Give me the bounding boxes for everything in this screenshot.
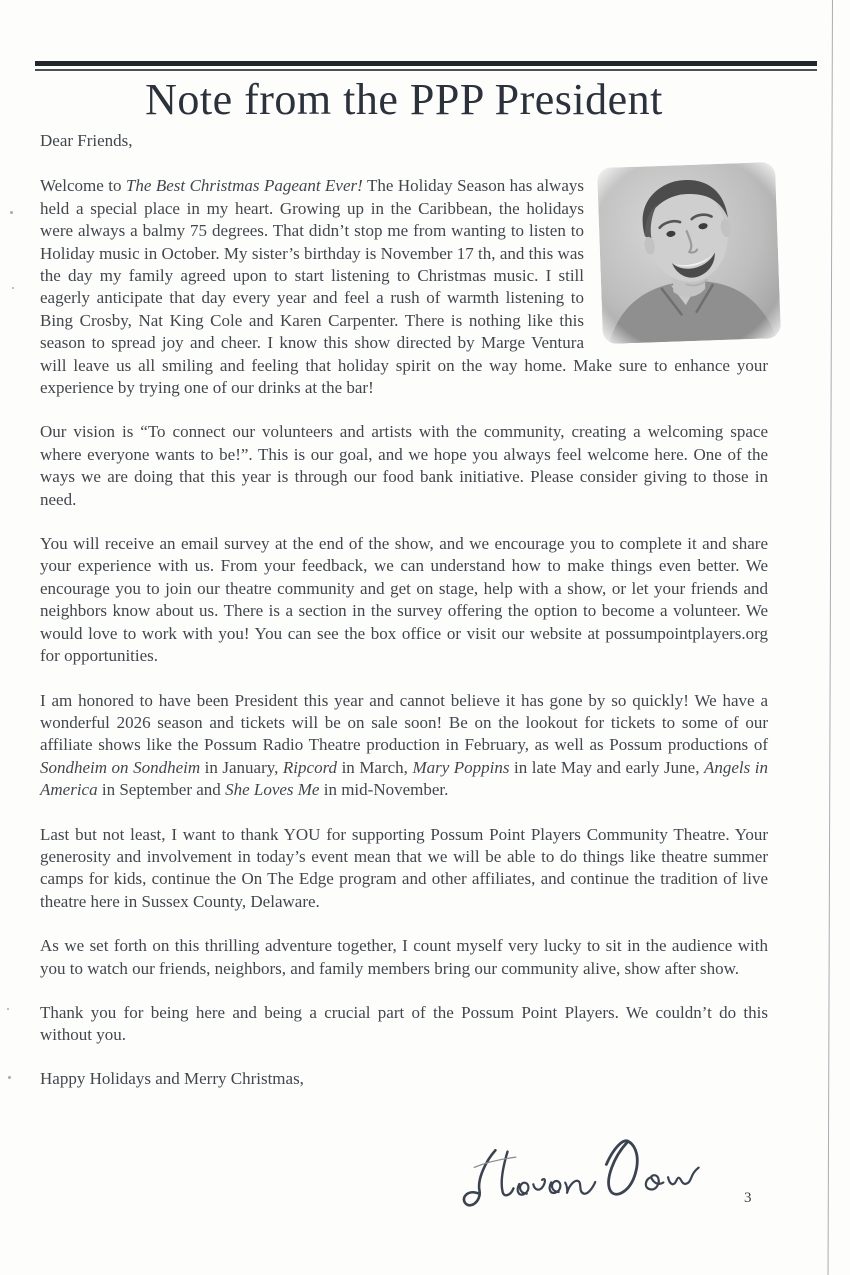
letter-body: [40, 175, 768, 1088]
closing-line: Happy Holidays and Merry Christmas,: [40, 1068, 304, 1088]
portrait-illustration: [597, 162, 781, 344]
paragraph-survey: You will receive an email survey at the end of the show, and we encourage you to complete it and share your experience with us. From your feedback, we can understand how to make things even better. We encourage you to join our theatre community and get on stage, help with a show, or let your friends and neighbors know about us. There is a section in the survey offering the option to become a volunteer. We would love to work with you! You can see the box office or visit our website at possumpointplayers.org for opportunities.: [40, 534, 768, 666]
letter-content: [40, 76, 768, 1089]
paragraph-vision: Our vision is “To connect our volunteers and artists with the community, creating a welcoming space where everyone wants to be!”. This is our goal, and we hope you always feel welcome here. One of the ways we are doing that this year is through our food bank initiative. Please consider giving to those in need.: [40, 422, 768, 509]
president-signature: [455, 1136, 700, 1221]
scan-speck: [10, 211, 13, 214]
page-title: Note from the PPP President: [145, 75, 663, 124]
paragraph-season: I am honored to have been President this year and cannot believe it has gone by so quickly! We have a wonderful 2026 season and tickets will be on sale soon! Be on the lookout for tickets to some of our affiliate shows like the Possum Radio Theatre production in February, as well as Possum productions of Sondheim on Sondheim in January, Ripcord in March, Mary Poppins in late May and early June, Angels in America in September and She Loves Me in mid-November.: [40, 690, 768, 800]
salutation: Dear Friends,: [40, 131, 133, 151]
page-number: 3: [744, 1190, 752, 1206]
president-photo: [597, 162, 781, 344]
scan-speck: [12, 287, 14, 289]
rule-thick-line: [35, 61, 817, 66]
rule-thin-line: [35, 69, 817, 71]
paragraph-adventure: As we set forth on this thrilling adventure together, I count myself very lucky to sit in the audience with you to watch our friends, neighbors, and family members bring our community alive, show after show.: [40, 936, 768, 978]
scan-speck: [8, 1076, 11, 1079]
paragraph-welcome: Welcome to The Best Christmas Pageant Ever! The Holiday Season has always held a special place in my heart. Growing up in the Caribbean, the holidays were always a balmy 75 degrees. That didn’t stop me from wanting to listen to Holiday music in October. My sister’s birthday is November 17 th, and this was the day my family agreed upon to start listening to Christmas music. I still eagerly anticipate that day every year and feel a rush of warmth listening to Bing Crosby, Nat King Cole and Karen Carpenter. There is nothing like this season to spread joy and cheer. I know this show directed by Marge Ventura will leave us all smiling and feeling that holiday spirit on the way home. Make sure to enhance your experience by trying one of our drinks at the bar!: [40, 176, 768, 398]
scan-speck: [7, 1008, 9, 1010]
scan-edge-line: [828, 0, 834, 1275]
signature-script-art: [455, 1136, 700, 1221]
paragraph-thanks-support: Last but not least, I want to thank YOU for supporting Possum Point Players Community Theatre. Your generosity and involvement in today’s event mean that we will be able to do things like theatre summer camps for kids, continue the On The Edge program and other affiliates, and continue the tradition of live theatre here in Sussex County, Delaware.: [40, 824, 768, 911]
double-rule-divider: [35, 61, 817, 71]
paragraph-gratitude: Thank you for being here and being a crucial part of the Possum Point Players. We couldn’t do this without you.: [40, 1002, 768, 1045]
